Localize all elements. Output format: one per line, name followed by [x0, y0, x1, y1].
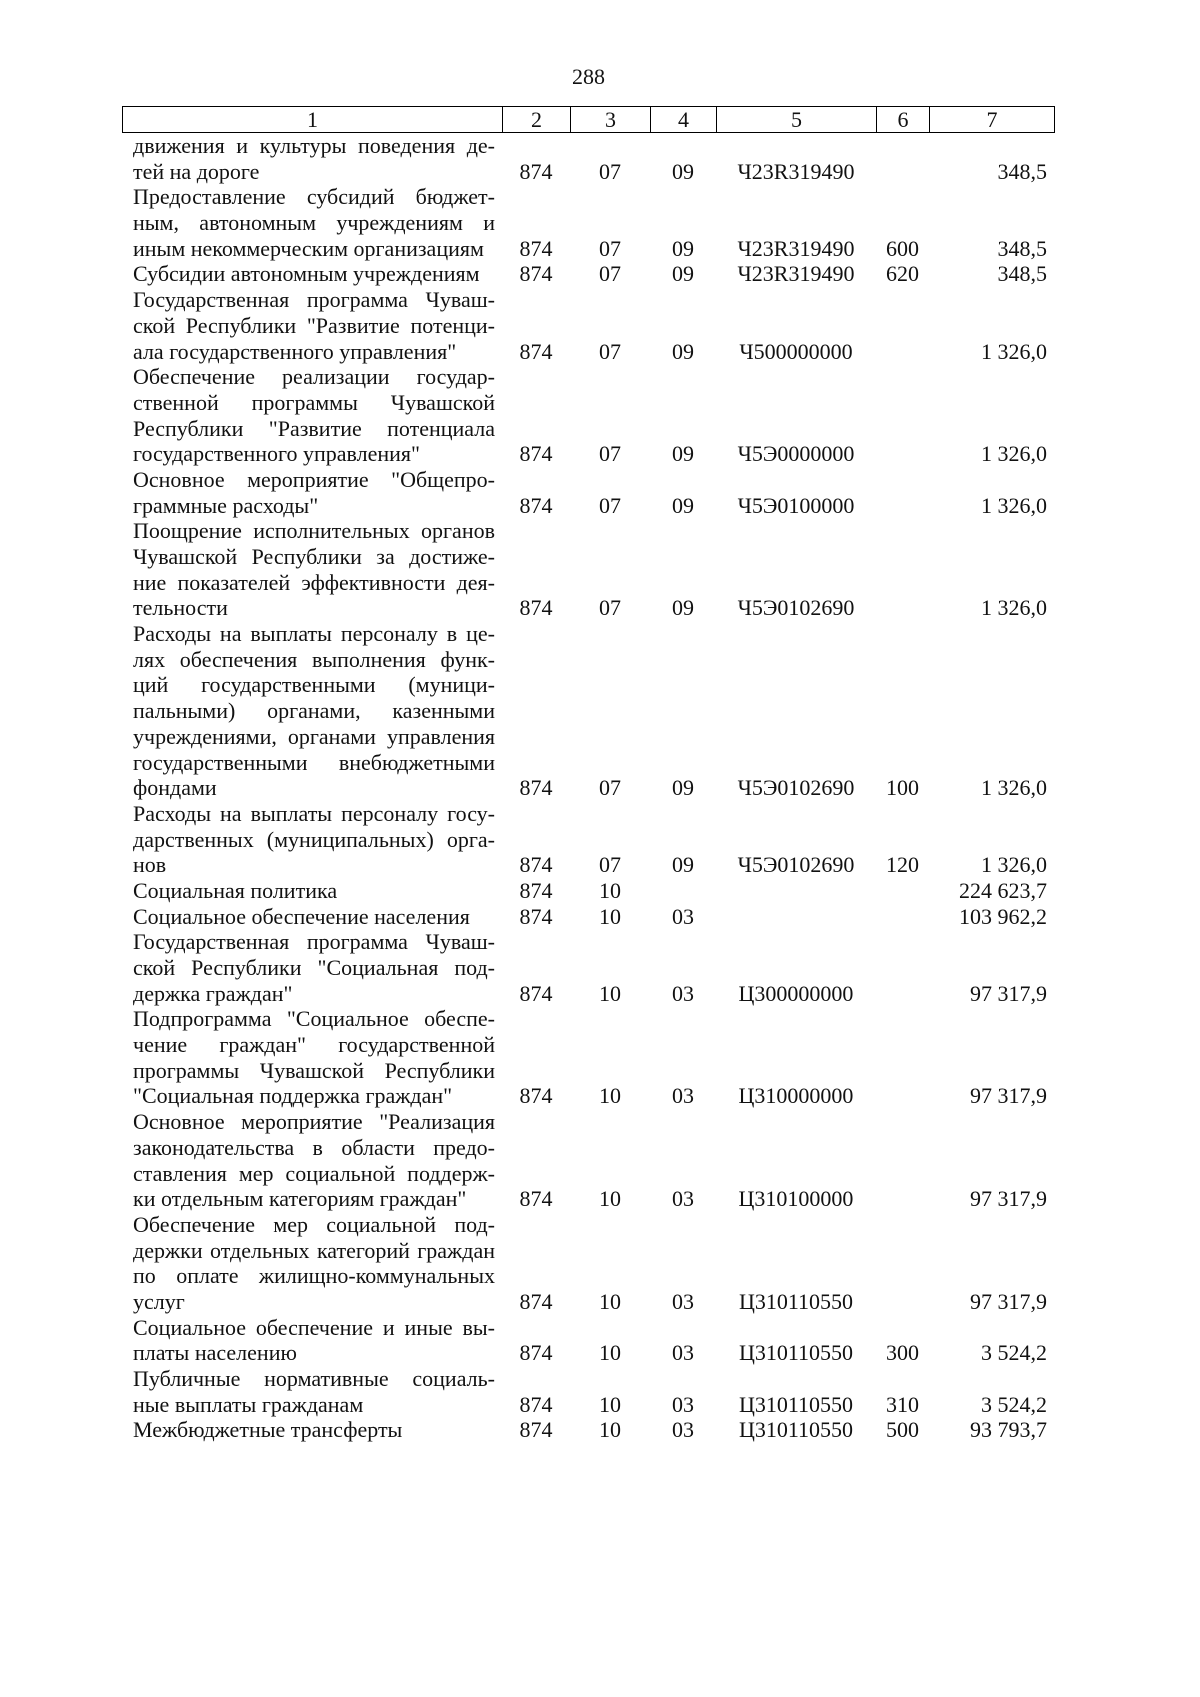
description-cell: [122, 1366, 502, 1417]
ministry-code-cell: 874: [519, 595, 553, 621]
target-article-cell: Ц310110550: [738, 1417, 854, 1443]
amount-cell: 1 326,0: [981, 852, 1047, 878]
description-line: Обеспечение реализации государ-: [133, 364, 495, 390]
description-cell: [122, 1109, 502, 1212]
amount-cell: 224 623,7: [959, 877, 1047, 903]
ministry-code-cell: 874: [519, 852, 553, 878]
amount-cell: 348,5: [997, 235, 1047, 261]
amount-cell: 3 524,2: [981, 1391, 1047, 1417]
description-line: услуг: [133, 1288, 185, 1314]
ministry-code-cell: 874: [519, 775, 553, 801]
description-line: держки отдельных категорий граждан: [133, 1237, 495, 1263]
description-line: движения и культуры поведения де-: [133, 133, 495, 158]
description-line: ки отдельным категориям граждан": [133, 1186, 467, 1212]
ministry-code-cell: 874: [519, 1288, 553, 1314]
description-cell: [122, 287, 502, 364]
ministry-code-cell: 874: [519, 235, 553, 261]
ministry-code-cell: 874: [519, 1083, 553, 1109]
expense-type-cell: 500: [886, 1417, 919, 1443]
section-code-cell: 10: [599, 1083, 621, 1109]
amount-cell: 97 317,9: [970, 1083, 1047, 1109]
ministry-code-cell: 874: [519, 441, 553, 467]
description-cell: [122, 1417, 502, 1443]
subsection-code-cell: 03: [672, 1417, 694, 1443]
table-row: [122, 1315, 1055, 1366]
subsection-code-cell: 09: [672, 852, 694, 878]
table-row: [122, 184, 1055, 261]
expense-type-cell: 310: [886, 1391, 919, 1417]
description-line: платы населению: [133, 1340, 297, 1366]
description-line: программы Чувашской Республики: [133, 1057, 495, 1083]
subsection-code-cell: 09: [672, 775, 694, 801]
description-line: Подпрограмма "Социальное обеспе-: [133, 1006, 495, 1032]
description-cell: [122, 1315, 502, 1366]
description-line: тельности: [133, 595, 228, 621]
description-line: Государственная программа Чуваш-: [133, 929, 495, 955]
description-line: Предоставление субсидий бюджет-: [133, 184, 495, 210]
subsection-code-cell: 09: [672, 492, 694, 518]
description-line: Межбюджетные трансферты: [133, 1417, 403, 1443]
subsection-code-cell: 09: [672, 595, 694, 621]
ministry-code-cell: 874: [519, 158, 553, 184]
description-line: Республики "Развитие потенциала: [133, 415, 495, 441]
amount-cell: 97 317,9: [970, 980, 1047, 1006]
section-code-cell: 10: [599, 1288, 621, 1314]
table-body: [122, 133, 1055, 1443]
section-code-cell: 07: [599, 852, 621, 878]
table-row: [122, 261, 1055, 287]
description-line: ные выплаты гражданам: [133, 1391, 364, 1417]
target-article-cell: Ч5Э0102690: [737, 852, 855, 878]
target-article-cell: Ч23R319490: [737, 261, 855, 287]
description-line: Расходы на выплаты персоналу в це-: [133, 621, 495, 647]
column-header-section: 3: [570, 107, 650, 132]
description-line: ственной программы Чувашской: [133, 389, 495, 415]
ministry-code-cell: 874: [519, 261, 553, 287]
subsection-code-cell: 09: [672, 338, 694, 364]
description-line: тей на дороге: [133, 158, 260, 184]
column-header-target-article: 5: [716, 107, 876, 132]
budget-table: [122, 106, 1055, 1443]
description-line: Государственная программа Чуваш-: [133, 287, 495, 313]
description-line: Поощрение исполнительных органов: [133, 518, 495, 544]
subsection-code-cell: 03: [672, 1186, 694, 1212]
column-header-expense-type: 6: [876, 107, 929, 132]
column-header-amount: 7: [929, 107, 1055, 132]
description-line: законодательства в области предо-: [133, 1134, 495, 1160]
amount-cell: 1 326,0: [981, 338, 1047, 364]
description-cell: [122, 904, 502, 930]
description-line: ской Республики "Развитие потенци-: [133, 312, 495, 338]
description-line: чение граждан" государственной: [133, 1032, 495, 1058]
description-line: Основное мероприятие "Реализация: [133, 1109, 495, 1135]
section-code-cell: 10: [599, 1340, 621, 1366]
section-code-cell: 07: [599, 775, 621, 801]
target-article-cell: Ц310110550: [738, 1391, 854, 1417]
section-code-cell: 10: [599, 1391, 621, 1417]
description-line: ций государственными (муници-: [133, 672, 495, 698]
target-article-cell: Ц310110550: [738, 1340, 854, 1366]
description-line: Социальная политика: [133, 877, 338, 903]
description-line: нов: [133, 852, 167, 878]
description-line: Субсидии автономным учреждениям: [133, 261, 480, 287]
amount-cell: 97 317,9: [970, 1288, 1047, 1314]
description-cell: [122, 878, 502, 904]
ministry-code-cell: 874: [519, 877, 553, 903]
subsection-code-cell: 09: [672, 158, 694, 184]
description-cell: [122, 467, 502, 518]
subsection-code-cell: 03: [672, 1083, 694, 1109]
table-row: [122, 878, 1055, 904]
expense-type-cell: 100: [886, 775, 919, 801]
description-line: пальными) органами, казенными: [133, 698, 495, 724]
table-row: [122, 364, 1055, 467]
expense-type-cell: 300: [886, 1340, 919, 1366]
column-header-ministry: 2: [502, 107, 570, 132]
description-cell: [122, 518, 502, 621]
section-code-cell: 07: [599, 595, 621, 621]
amount-cell: 97 317,9: [970, 1186, 1047, 1212]
amount-cell: 103 962,2: [959, 903, 1047, 929]
table-row: [122, 287, 1055, 364]
table-row: [122, 467, 1055, 518]
subsection-code-cell: 09: [672, 441, 694, 467]
page-number: 288: [572, 64, 605, 89]
section-code-cell: 07: [599, 492, 621, 518]
amount-cell: 348,5: [997, 158, 1047, 184]
description-cell: [122, 364, 502, 467]
description-cell: [122, 801, 502, 878]
amount-cell: 1 326,0: [981, 492, 1047, 518]
description-line: Социальное обеспечение и иные вы-: [133, 1314, 495, 1340]
table-row: [122, 621, 1055, 801]
description-line: Публичные нормативные социаль-: [133, 1366, 495, 1392]
subsection-code-cell: 09: [672, 235, 694, 261]
expense-type-cell: 120: [886, 852, 919, 878]
table-row: [122, 1417, 1055, 1443]
ministry-code-cell: 874: [519, 1417, 553, 1443]
section-code-cell: 10: [599, 980, 621, 1006]
description-line: государственного управления": [133, 441, 421, 467]
subsection-code-cell: 03: [672, 903, 694, 929]
section-code-cell: 07: [599, 338, 621, 364]
ministry-code-cell: 874: [519, 1186, 553, 1212]
description-line: лях обеспечения выполнения функ-: [133, 646, 495, 672]
amount-cell: 1 326,0: [981, 441, 1047, 467]
description-line: Социальное обеспечение населения: [133, 903, 470, 929]
table-header-row: [122, 106, 1055, 133]
description-line: держка граждан": [133, 980, 293, 1006]
description-line: иным некоммерческим организациям: [133, 235, 484, 261]
table-row: [122, 1212, 1055, 1315]
target-article-cell: Ч23R319490: [737, 158, 855, 184]
description-line: учреждениями, органами управления: [133, 723, 495, 749]
section-code-cell: 07: [599, 261, 621, 287]
subsection-code-cell: 03: [672, 980, 694, 1006]
description-cell: [122, 261, 502, 287]
description-line: государственными внебюджетными: [133, 749, 495, 775]
description-cell: [122, 184, 502, 261]
table-row: [122, 904, 1055, 930]
description-line: "Социальная поддержка граждан": [133, 1083, 453, 1109]
table-row: [122, 1366, 1055, 1417]
expense-type-cell: 600: [886, 235, 919, 261]
expense-type-cell: 620: [886, 261, 919, 287]
description-line: дарственных (муниципальных) орга-: [133, 826, 495, 852]
description-line: Чувашской Республики за достиже-: [133, 544, 495, 570]
ministry-code-cell: 874: [519, 338, 553, 364]
amount-cell: 93 793,7: [970, 1417, 1047, 1443]
column-header-subsection: 4: [650, 107, 716, 132]
section-code-cell: 07: [599, 441, 621, 467]
section-code-cell: 10: [599, 877, 621, 903]
table-row: [122, 801, 1055, 878]
table-row: [122, 518, 1055, 621]
description-line: ние показателей эффективности дея-: [133, 569, 495, 595]
target-article-cell: Ц300000000: [738, 980, 854, 1006]
table-row: [122, 1109, 1055, 1212]
target-article-cell: Ц310110550: [738, 1288, 854, 1314]
target-article-cell: Ч5Э0102690: [737, 775, 855, 801]
subsection-code-cell: 03: [672, 1391, 694, 1417]
description-line: ным, автономным учреждениям и: [133, 210, 495, 236]
description-line: Расходы на выплаты персоналу госу-: [133, 800, 495, 826]
table-row: [122, 1006, 1055, 1109]
target-article-cell: Ц310100000: [738, 1186, 854, 1212]
subsection-code-cell: 09: [672, 261, 694, 287]
target-article-cell: Ч5Э0000000: [737, 441, 855, 467]
target-article-cell: Ч5Э0102690: [737, 595, 855, 621]
description-cell: [122, 133, 502, 184]
description-line: фондами: [133, 775, 217, 801]
target-article-cell: Ч500000000: [739, 338, 853, 364]
ministry-code-cell: 874: [519, 492, 553, 518]
amount-cell: 1 326,0: [981, 595, 1047, 621]
amount-cell: 1 326,0: [981, 775, 1047, 801]
description-line: по оплате жилищно-коммунальных: [133, 1263, 495, 1289]
section-code-cell: 10: [599, 1186, 621, 1212]
subsection-code-cell: 03: [672, 1288, 694, 1314]
target-article-cell: Ч5Э0100000: [737, 492, 855, 518]
ministry-code-cell: 874: [519, 903, 553, 929]
section-code-cell: 10: [599, 1417, 621, 1443]
subsection-code-cell: 03: [672, 1340, 694, 1366]
amount-cell: 348,5: [997, 261, 1047, 287]
ministry-code-cell: 874: [519, 980, 553, 1006]
description-cell: [122, 1212, 502, 1315]
ministry-code-cell: 874: [519, 1340, 553, 1366]
target-article-cell: Ц310000000: [738, 1083, 854, 1109]
description-cell: [122, 621, 502, 801]
column-header-description: 1: [122, 107, 502, 132]
section-code-cell: 07: [599, 235, 621, 261]
target-article-cell: Ч23R319490: [737, 235, 855, 261]
description-line: Основное мероприятие "Общепро-: [133, 466, 495, 492]
description-line: ставления мер социальной поддерж-: [133, 1160, 495, 1186]
ministry-code-cell: 874: [519, 1391, 553, 1417]
amount-cell: 3 524,2: [981, 1340, 1047, 1366]
table-row: [122, 133, 1055, 184]
description-cell: [122, 929, 502, 1006]
section-code-cell: 07: [599, 158, 621, 184]
description-line: ала государственного управления": [133, 338, 457, 364]
description-line: граммные расходы": [133, 492, 319, 518]
description-line: Обеспечение мер социальной под-: [133, 1211, 495, 1237]
description-line: ской Республики "Социальная под-: [133, 955, 495, 981]
table-row: [122, 929, 1055, 1006]
section-code-cell: 10: [599, 903, 621, 929]
description-cell: [122, 1006, 502, 1109]
